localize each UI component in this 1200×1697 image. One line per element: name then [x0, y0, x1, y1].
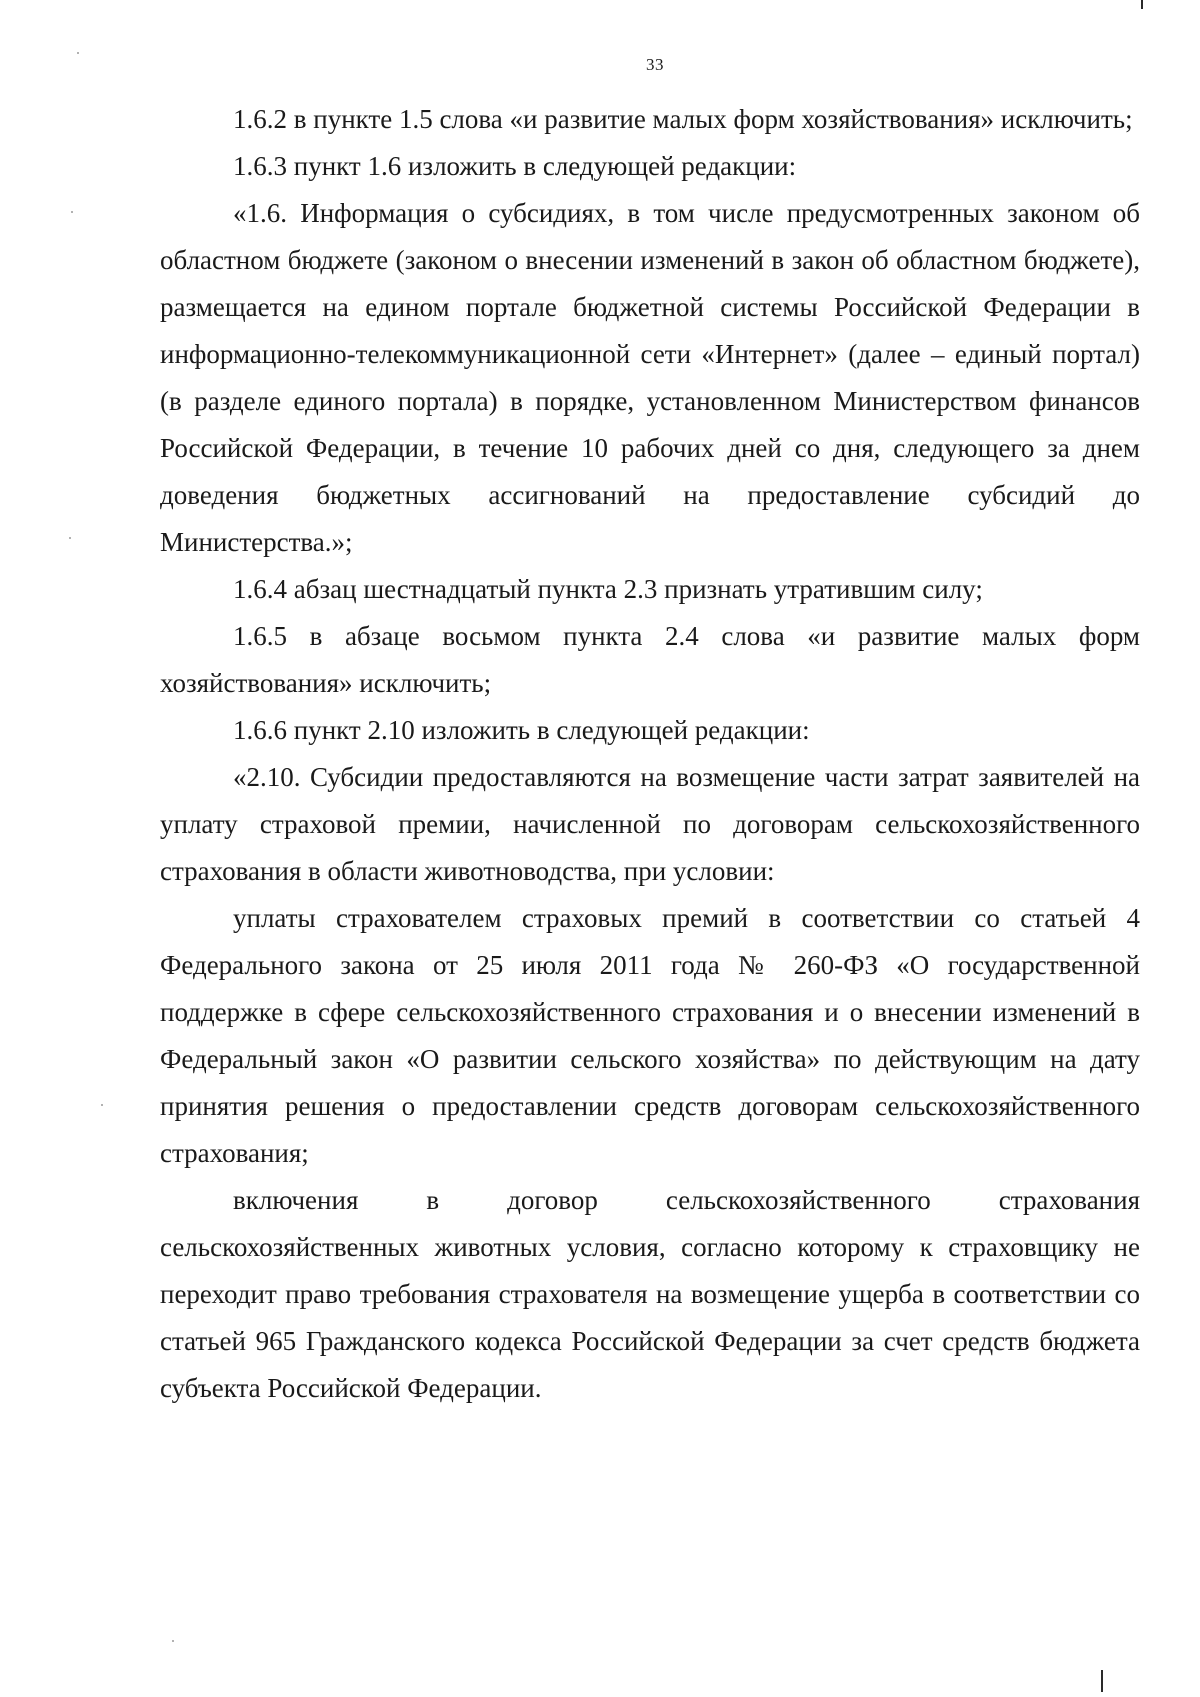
document-body — [160, 96, 1140, 1412]
paragraph-condition-contract-clause: включения в договор сельскохозяйственного страхования сельскохозяйственных животных условия, согласно которому к страховщику не переходит право требования страхователя на возмещение ущерба в соответствии со статьей 965 Гражданского кодекса Российской Федерации за счет средств бюджета субъекта Российской Федерации. — [160, 1185, 1140, 1403]
scan-speck — [101, 1104, 103, 1106]
page-number: 33 — [646, 55, 664, 74]
scan-mark-top-right — [1141, 0, 1143, 9]
paragraph-1-6-5: 1.6.5 в абзаце восьмом пункта 2.4 слова «и развитие малых форм хозяйствования» исключить; — [160, 621, 1140, 698]
paragraph-1-6-6: 1.6.6 пункт 2.10 изложить в следующей редакции: — [233, 715, 810, 745]
paragraph-1-6-2: 1.6.2 в пункте 1.5 слова «и развитие малых форм хозяйствования» исключить; — [233, 104, 1133, 134]
paragraph-quote-2-10: «2.10. Субсидии предоставляются на возмещение части затрат заявителей на уплату страховой премии, начисленной по договорам сельскохозяйственного страхования в области животноводства, при условии: — [160, 762, 1140, 886]
paragraph-1-6-4: 1.6.4 абзац шестнадцатый пункта 2.3 признать утратившим силу; — [233, 574, 983, 604]
scan-speck — [77, 52, 79, 54]
scan-mark-bottom-right — [1101, 1670, 1103, 1692]
paragraph-quote-1-6: «1.6. Информация о субсидиях, в том числе предусмотренных законом об областном бюджете (законом о внесении изменений в закон об областном бюджете), размещается на едином портале бюджетной системы Российской Федерации в информационно-телекоммуникационной сети «Интернет» (далее – единый портал) (в разделе единого портала) в порядке, установленном Министерством финансов Российской Федерации, в течение 10 рабочих дней со дня, следующего за днем доведения бюджетных ассигнований на предоставление субсидий до Министерства.»; — [160, 198, 1140, 557]
paragraph-1-6-3: 1.6.3 пункт 1.6 изложить в следующей редакции: — [233, 151, 797, 181]
scan-speck — [71, 211, 73, 213]
paragraph-condition-premium-payment: уплаты страхователем страховых премий в соответствии со статьей 4 Федерального закона от 25 июля 2011 года № 260-ФЗ «О государственной поддержке в сфере сельскохозяйственного страхования и о внесении изменений в Федеральный закон «О развитии сельского хозяйства» по действующим на дату принятия решения о предоставлении средств договорам сельскохозяйственного страхования; — [160, 903, 1140, 1168]
scan-speck — [69, 537, 71, 539]
scan-speck — [172, 1640, 174, 1642]
